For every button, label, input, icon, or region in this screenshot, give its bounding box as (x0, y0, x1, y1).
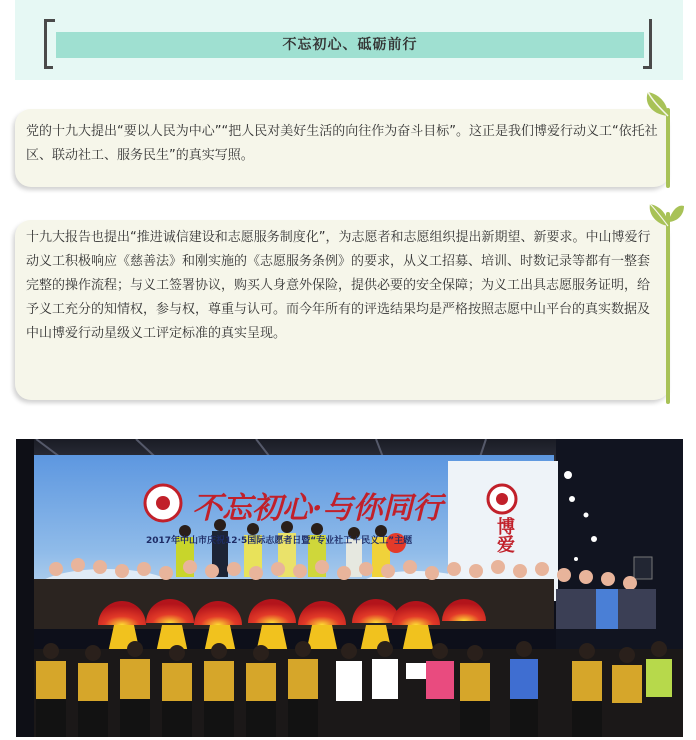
leaf-icon (642, 90, 672, 120)
vine-decoration-1 (666, 108, 670, 188)
stage-banner-subtitle: 2017年中山市庆祝12·5国际志愿者日暨“专业社工＋民义工”主题 (146, 536, 413, 546)
text-card-2 (15, 220, 670, 400)
banner-frame-gap-top (55, 18, 649, 24)
section-title: 不忘初心、砥砺前行 (56, 32, 644, 58)
stage-side-text: 博爱 (494, 517, 515, 553)
leaf-pair-icon (646, 200, 686, 228)
vine-decoration-2 (666, 212, 670, 404)
card-1-text: 党的十九大提出“要以人民为中心”“把人民对美好生活的向往作为奋斗目标”。这正是我们博爱行动义工“依托社区、联动社工、服务民生”的真实写照。 (26, 124, 658, 163)
event-photo (16, 439, 683, 737)
stage-banner-title: 不忘初心·与你同行 (192, 491, 443, 526)
card-2-text: 十九大报告也提出“推进诚信建设和志愿服务制度化”，为志愿者和志愿组织提出新期望、新要求。中山博爱行动义工积极响应《慈善法》和刚实施的《志愿服务条例》的要求，从义工招募、培训、时数记录等都有一整套完整的操作流程；与义工签署协议，购买人身意外保险，提供必要的安全保障；为义工出具志愿服务证明，给予义工充分的知情权，参与权，尊重与认可。而今年所有的评选结果均是严格按照志愿中山平台的真实数据及中山博爱行动星级义工评定标准的真实呈现。 (26, 230, 651, 341)
text-card-1 (15, 109, 670, 187)
banner-frame-gap-bottom (53, 64, 643, 70)
